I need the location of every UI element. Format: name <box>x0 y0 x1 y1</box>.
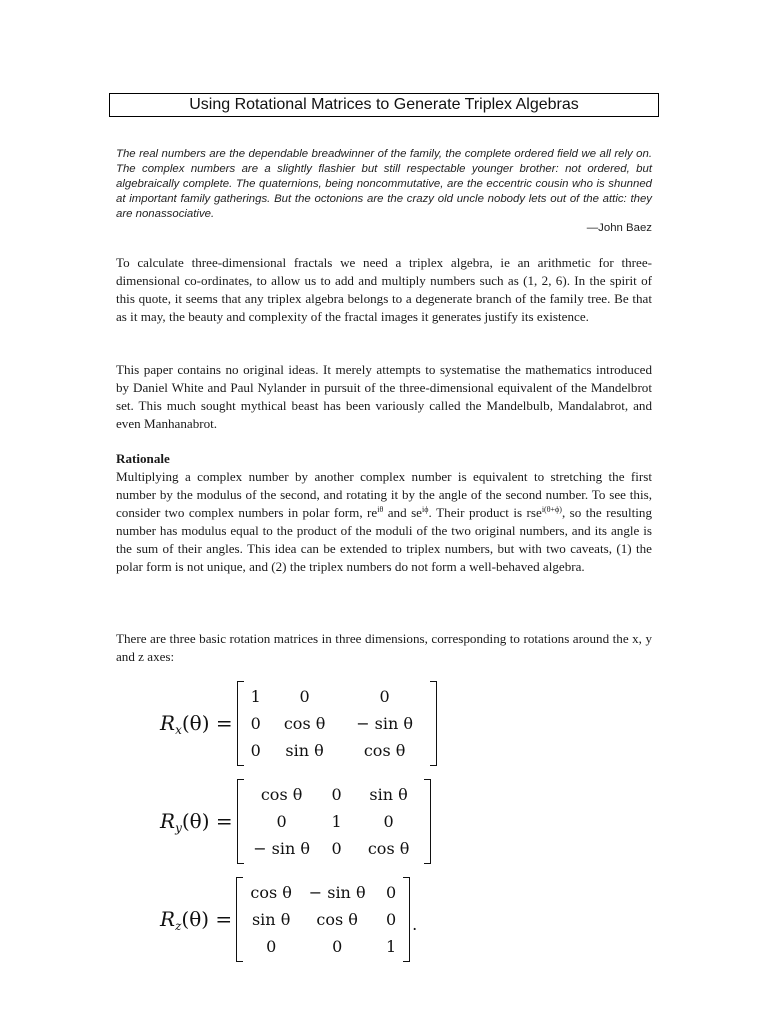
matrix-cell: 0 <box>250 714 261 733</box>
matrix-cell: 0 <box>385 883 397 902</box>
equation-lhs: $R_z(\theta)$ = <box>160 906 233 933</box>
equation-rx <box>160 681 437 766</box>
paragraph-rotation-matrices: There are three basic rotation matrices in three dimensions, corresponding to rotations around the x, y and z axes: <box>116 631 652 664</box>
matrix-cell: cos θ <box>250 883 292 902</box>
matrix-cell: cos θ <box>283 714 326 733</box>
equation-lhs: $R_x(\theta)$ = <box>160 710 233 737</box>
epigraph-quote: The real numbers are the dependable breadwinner of the family, the complete ordered field we all rely on. The complex numbers are a slightly flashier but still respectable younger brother: not ordered, but algebraically complete. The quaternions, being noncommutative, are the eccentric cousin who is shunned at important family gatherings. But the octonions are the crazy old uncle nobody lets out of the attic: they are nonassociative. <box>116 148 652 220</box>
paragraph-no-original-ideas: This paper contains no original ideas. It merely attempts to systematise the mathematics introduced by Daniel White and Paul Nylander in pursuit of the three-dimensional equivalent of the Mandelbrot set. This much sought mythical beast has been variously called the Mandelbulb, Mandalabrot, and even Manhanabrot. <box>116 362 652 431</box>
title-box <box>109 93 659 117</box>
matrix-rz <box>236 877 410 962</box>
matrix-cell: 0 <box>379 687 390 706</box>
superscript-exponent-1: iθ <box>377 505 384 514</box>
matrix-cell: 0 <box>331 839 342 858</box>
epigraph-attribution: —John Baez <box>586 222 652 234</box>
matrix-rx <box>237 681 437 766</box>
rationale-text-4: , so the resulting number has modulus equal to the product of the moduli of the two original numbers, and its angle is the sum of their angles. This idea can be extended to triplex numbers, but with two caveats, (1) the polar form is not unique, and (2) the triplex numbers do not form a well-behaved algebra. <box>116 505 652 574</box>
matrix-cell: sin θ <box>285 741 324 760</box>
equation-period: . <box>412 915 418 934</box>
matrix-cell: 0 <box>299 687 310 706</box>
matrix-cell: 0 <box>250 741 261 760</box>
section-rationale <box>116 450 652 576</box>
rationale-text-2: and se <box>383 505 422 520</box>
matrix-cell: − sin θ <box>253 839 311 858</box>
matrix-cell: 0 <box>332 937 343 956</box>
superscript-exponent-3: i(θ+ϕ) <box>541 505 562 514</box>
matrix-cell: 0 <box>331 785 342 804</box>
matrix-cell: 1 <box>331 812 342 831</box>
page-title: Using Rotational Matrices to Generate Triplex Algebras <box>189 96 579 113</box>
matrix-cell: 1 <box>385 937 397 956</box>
rationale-text-1: Multiplying a complex number by another complex number is equivalent to stretching the first number by the modulus of the second, and rotating it by the angle of the second number. To see this, consider two complex numbers in polar form, re <box>116 469 652 520</box>
matrix-cell: cos θ <box>367 839 410 858</box>
matrix-cell: 0 <box>385 910 397 929</box>
rationale-text-3: . Their product is rse <box>428 505 542 520</box>
matrix-cell: cos θ <box>363 741 406 760</box>
equation-rz <box>160 877 417 962</box>
section-heading-rationale: Rationale <box>116 451 170 466</box>
superscript-exponent-2: iϕ <box>422 505 429 514</box>
matrix-cell: − sin θ <box>356 714 414 733</box>
matrix-ry <box>237 779 431 864</box>
matrix-cell: sin θ <box>251 910 291 929</box>
matrix-cell: − sin θ <box>308 883 366 902</box>
matrix-cell: 0 <box>266 937 277 956</box>
matrix-cell: 0 <box>276 812 287 831</box>
matrix-cell: sin θ <box>369 785 408 804</box>
equation-ry <box>160 779 431 864</box>
matrix-cell: cos θ <box>316 910 358 929</box>
equation-lhs: $R_y(\theta)$ = <box>160 808 233 835</box>
paragraph-intro: To calculate three-dimensional fractals we need a triplex algebra, ie an arithmetic for three-dimensional co-ordinates, to allow us to add and multiply numbers such as (1, 2, 6). In the spirit of this quote, it seems that any triplex algebra belongs to a degenerate branch of the family tree. Be that as it may, the beauty and complexity of the fractal images it generates justify its existence. <box>116 255 652 324</box>
matrix-cell: 1 <box>250 687 261 706</box>
matrix-cell: cos θ <box>260 785 303 804</box>
matrix-cell: 0 <box>383 812 394 831</box>
